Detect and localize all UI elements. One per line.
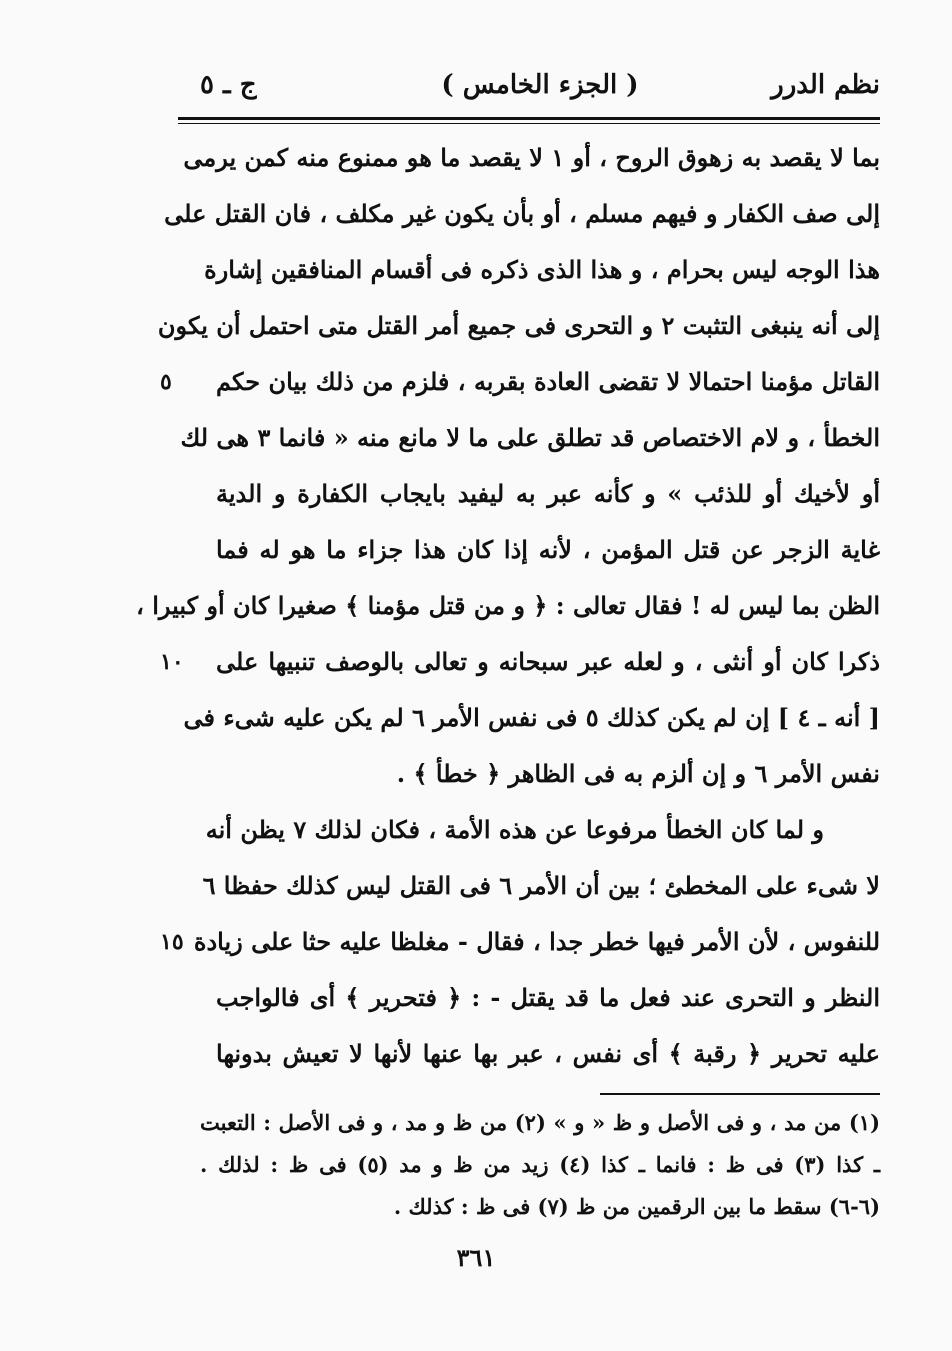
footnote-divider [600,1093,880,1095]
text-line: غاية الزجر عن قتل المؤمن ، لأنه إذا كان هذا جزاء ما هو له فما [216,535,880,564]
text-line: إلى صف الكفار و فيهم مسلم ، أو بأن يكون غير مكلف ، فان القتل على [164,199,880,228]
text-line: القاتل مؤمنا احتمالا لا تقضى العادة بقربه ، فلزم من ذلك بيان حكم ٥ [150,354,880,410]
main-text [136,130,880,1082]
text-line: للنفوس ، لأن الأمر فيها خطر جدا ، فقال - مغلظا عليه حثا على زيادة ١٥ [150,914,880,970]
line-number: ٥ [160,369,172,395]
book-title: نظم الدرر [771,70,880,100]
text-line: الخطأ ، و لام الاختصاص قد تطلق على ما لا مانع منه « فانما ٣ هى لك [180,423,880,452]
line-number: ١٠ [160,649,184,675]
text-line: و لما كان الخطأ مرفوعا عن هذه الأمة ، فكان لذلك ٧ يظن أنه [205,815,824,844]
text-line: هذا الوجه ليس بحرام ، و هذا الذى ذكره فى أقسام المنافقين إشارة [204,255,880,284]
text-line: بما لا يقصد به زهوق الروح ، أو ١ لا يقصد ما هو ممنوع منه كمن يرمى [183,143,880,172]
footnote-line: (١) من مد ، و فى الأصل و ظ « و » (٢) من ظ و مد ، و فى الأصل : التعبت [200,1110,880,1135]
footnotes [200,1102,880,1228]
part-title: ( الجزء الخامس ) [441,70,639,100]
text-line: نفس الأمر ٦ و إن ألزم به فى الظاهر ﴿ خطأ ﴾ . [396,759,880,788]
volume-marker: ج ـ ٥ [200,70,257,100]
text-line: عليه تحرير ﴿ رقبة ﴾ أى نفس ، عبر بها عنها لأنها لا تعيش بدونها [216,1039,880,1068]
running-header [200,66,880,110]
header-rule-thin [178,123,880,124]
line-number: ١٥ [160,929,184,955]
text-line: إلى أنه ينبغى التثبت ٢ و التحرى فى جميع أمر القتل متى احتمل أن يكون [157,311,880,340]
text-line: لا شىء على المخطئ ؛ بين أن الأمر ٦ فى القتل ليس كذلك حفظا ٦ [202,871,880,900]
text-line: ذكرا كان أو أنثى ، و لعله عبر سبحانه و تعالى بالوصف تنبيها على ١٠ [150,634,880,690]
footnote-line: ـ كذا (٣) فى ظ : فانما ـ كذا (٤) زيد من ظ و مد (٥) فى ظ : لذلك . [200,1152,880,1177]
text-line: [ أنه ـ ٤ ] إن لم يكن كذلك ٥ فى نفس الأمر ٦ لم يكن عليه شىء فى [183,703,880,732]
text-line: أو لأخيك أو للذئب » و كأنه عبر به ليفيد بايجاب الكفارة و الدية [216,479,880,508]
header-rule-thick [178,117,880,120]
text-line: النظر و التحرى عند فعل ما قد يقتل - : ﴿ فتحرير ﴾ أى فالواجب [216,983,880,1012]
page-number: ٣٦١ [456,1243,496,1272]
text-line: الظن بما ليس له ! فقال تعالى : ﴿ و من قتل مؤمنا ﴾ صغيرا كان أو كبيرا ، [136,591,880,620]
footnote-line: (٦-٦) سقط ما بين الرقمين من ظ (٧) فى ظ : كذلك . [393,1194,880,1219]
